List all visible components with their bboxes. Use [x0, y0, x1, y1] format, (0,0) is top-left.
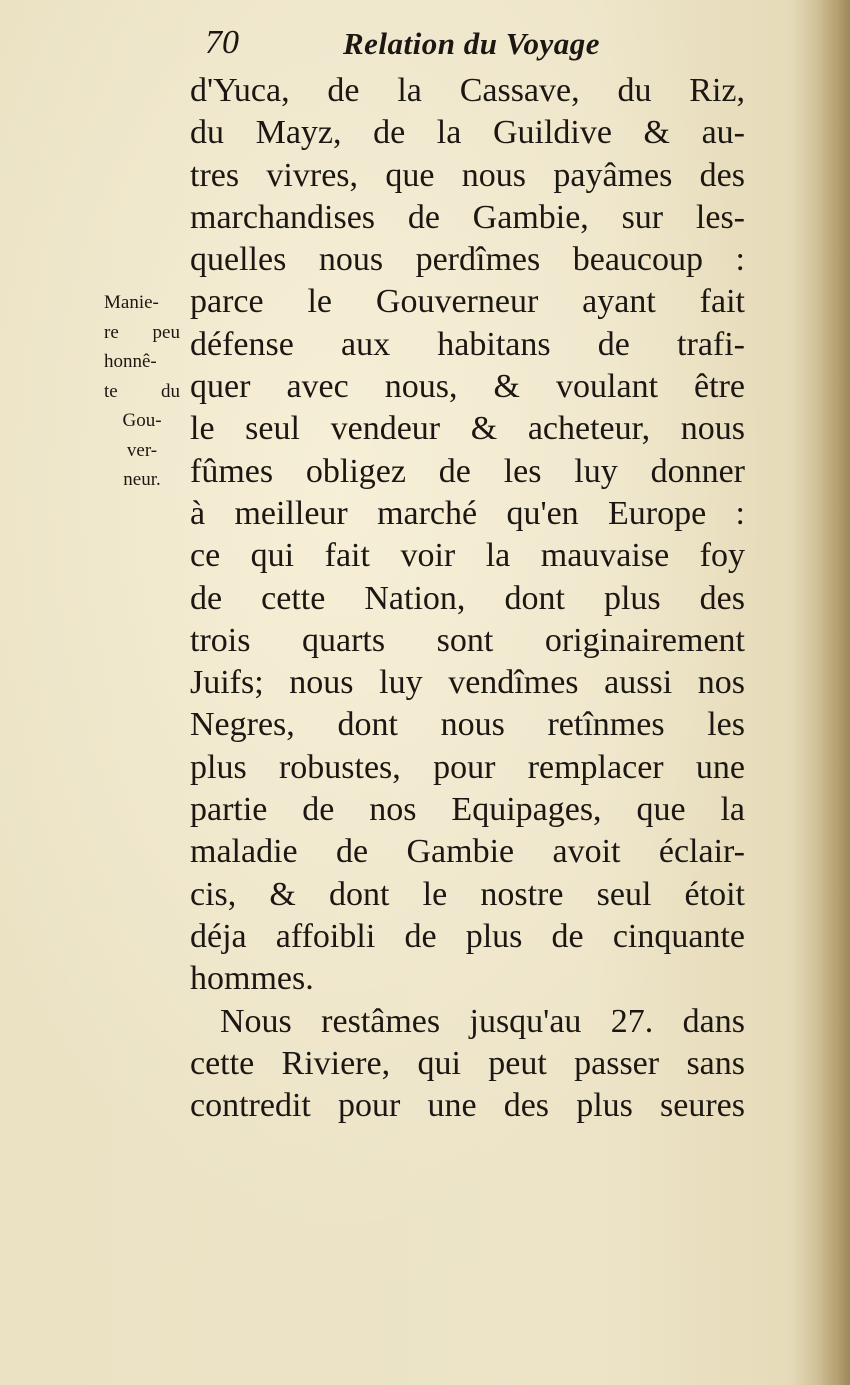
text-line: fûmes obligez de les luy donner [190, 452, 745, 490]
text-line: Nous restâmes jusqu'au 27. dans [220, 1002, 745, 1040]
text-line: Juifs; nous luy vendîmes aussi nos [190, 664, 745, 702]
text-line: de cette Nation, dont plus des [190, 579, 745, 617]
text-line: tres vivres, que nous payâmes des [190, 156, 745, 194]
text-line: cis, & dont le nostre seul étoit [190, 875, 745, 913]
text-line: cette Riviere, qui peut passer sans [190, 1044, 745, 1082]
text-line: marchandises de Gambie, sur les- [190, 198, 745, 236]
text-line: Negres, dont nous retînmes les [190, 706, 745, 744]
margin-note-line: ver- [126, 439, 158, 461]
margin-note-line: honnê- [104, 351, 157, 372]
margin-note-line: te du [104, 380, 180, 402]
text-line: hommes. [190, 960, 314, 998]
margin-note [104, 288, 180, 495]
text-line: contredit pour une des plus seures [190, 1087, 745, 1125]
text-line: défense aux habitans de trafi- [190, 325, 745, 363]
text-line: quer avec nous, & voulant être [190, 368, 745, 406]
text-line: déja affoibli de plus de cinquante [190, 917, 745, 955]
text-line: maladie de Gambie avoit éclair- [190, 833, 745, 871]
page-number: 70 [205, 24, 239, 61]
text-line: ce qui fait voir la mauvaise foy [190, 537, 745, 575]
text-line: parce le Gouverneur ayant fait [190, 283, 745, 321]
margin-note-line: Manie- [104, 292, 159, 313]
running-title: Relation du Voyage [343, 26, 601, 61]
body-text [190, 70, 745, 1127]
text-line: le seul vendeur & acheteur, nous [190, 410, 745, 448]
text-line: partie de nos Equipages, que la [190, 791, 745, 829]
running-head [205, 24, 645, 68]
margin-note-line: re peu [104, 321, 180, 343]
text-line: plus robustes, pour remplacer une [190, 748, 745, 786]
page-edge-stain [820, 0, 850, 1385]
margin-note-line: Gou- [122, 410, 162, 431]
text-line: d'Yuca, de la Cassave, du Riz, [190, 72, 745, 109]
margin-note-line: neur. [123, 469, 161, 490]
text-line: trois quarts sont originairement [190, 621, 745, 659]
text-line: quelles nous perdîmes beaucoup : [190, 241, 745, 279]
text-line: à meilleur marché qu'en Europe : [190, 494, 745, 532]
text-line: du Mayz, de la Guildive & au- [190, 114, 745, 152]
